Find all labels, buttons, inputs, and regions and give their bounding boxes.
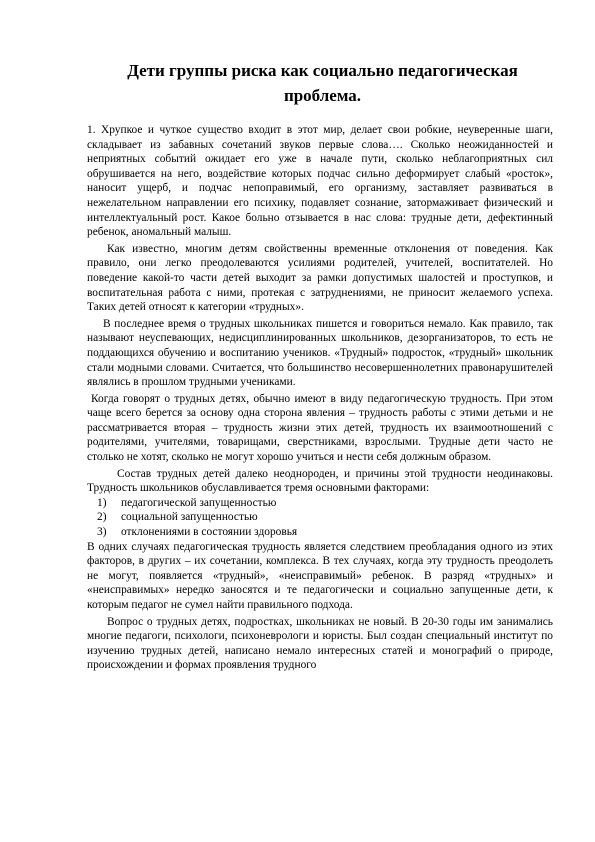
paragraph-cases: В одних случаях педагогическая трудность является следствием преобладания одного из этих факторов, в других – их сочетании, комплекса. В тех случаях, когда эту трудность преодолеть не могут, появляется «трудный», «неисправимый» ребенок. В разряд «трудных» и «неисправимых» нередко заносятся и те педагогически и социально запущенные дети, к которым педагог не сумел найти правильного подхода. [87,540,553,611]
paragraph-recent: В последнее время о трудных школьниках пишется и говориться немало. Как правило, так называют неуспевающих, недисциплинированных школьников, дезорганизаторов, то есть не поддающихся обучению и воспитанию учеников. «Трудный» подросток, «трудный» школьник стали модными словами. Считается, что большинство несовершеннолетних правонарушителей являлись в прошлом трудными учениками. [87,317,553,389]
document-body [87,123,553,673]
paragraph-difficulty: Когда говорят о трудных детях, обычно имеют в виду педагогическую трудность. При этом чаще всего берется за основу одна сторона явления – трудность работы с этими детьми и не рассматривается вторая – трудность жизни этих детей, трудность их взаимоотношений с родителями, учителями, товарищами, сверстниками, взрослыми. Трудные дети часто не столько не хотят, сколько не могут хорошо учиться и нести себя должным образом. [87,392,553,464]
list-item-number: 3) [97,526,107,539]
list-item [87,496,553,511]
paragraph-intro: 1. Хрупкое и чуткое существо входит в этот мир, делает свои робкие, неуверенные шаги, складывает из забавных сочетаний звуков первые слова…. Сколько неожиданностей и неприятных событий ожидает его уже в начале пути, сколько неблагоприятных сил обрушивается на него, воздействие которых подчас сильно деформирует слабый «росток», наносит ущерб, и подчас непоправимый, его организму, заставляет развиваться в нежелательном направлении его психику, подавляет сознание, затормаживает физический и интеллектуальный рост. Какое больно отзывается в нас слова: трудные дети, дефектинный ребенок, аномальный малыш. [87,124,553,239]
list-item [87,525,553,540]
paragraph-history: Вопрос о трудных детях, подростках, школьниках не новый. В 20-30 годы им занимались многие педагоги, психологи, психоневрологи и юристы. Был создан специальный институт по изучению трудных детей, написано немало интересных статей и монографий о природе, происхождении и формах проявления трудного [87,615,553,672]
list-item-text: педагогической запущенностью [121,496,277,509]
list-item-text: социальной запущенностью [121,511,258,524]
list-item [87,510,553,525]
list-item-number: 1) [97,496,107,509]
title-line-2: проблема. [283,86,362,105]
list-item-text: отклонениями в состоянии здоровья [121,526,298,539]
title-line-1: Дети группы риска как социально педагогическая [127,61,518,80]
list-item-number: 2) [97,511,107,524]
document-title [90,58,555,108]
paragraph-composition: Состав трудных детей далеко неоднороден, и причины этой трудности неодинаковы. Трудность школьников обуславливается тремя основными факторами: [87,467,553,495]
factors-list [87,496,553,540]
paragraph-deviations: Как известно, многим детям свойственны временные отклонения от поведения. Как правило, они легко преодолеваются усилиями родителей, учителей, воспитателей. Но поведение какой-то части детей выходит за рамки допустимых шалостей и проступков, и воспитательная работа с ними, протекая с затруднениями, не приносит желаемого успеха. Таких детей относят к категории «трудных». [87,242,553,314]
